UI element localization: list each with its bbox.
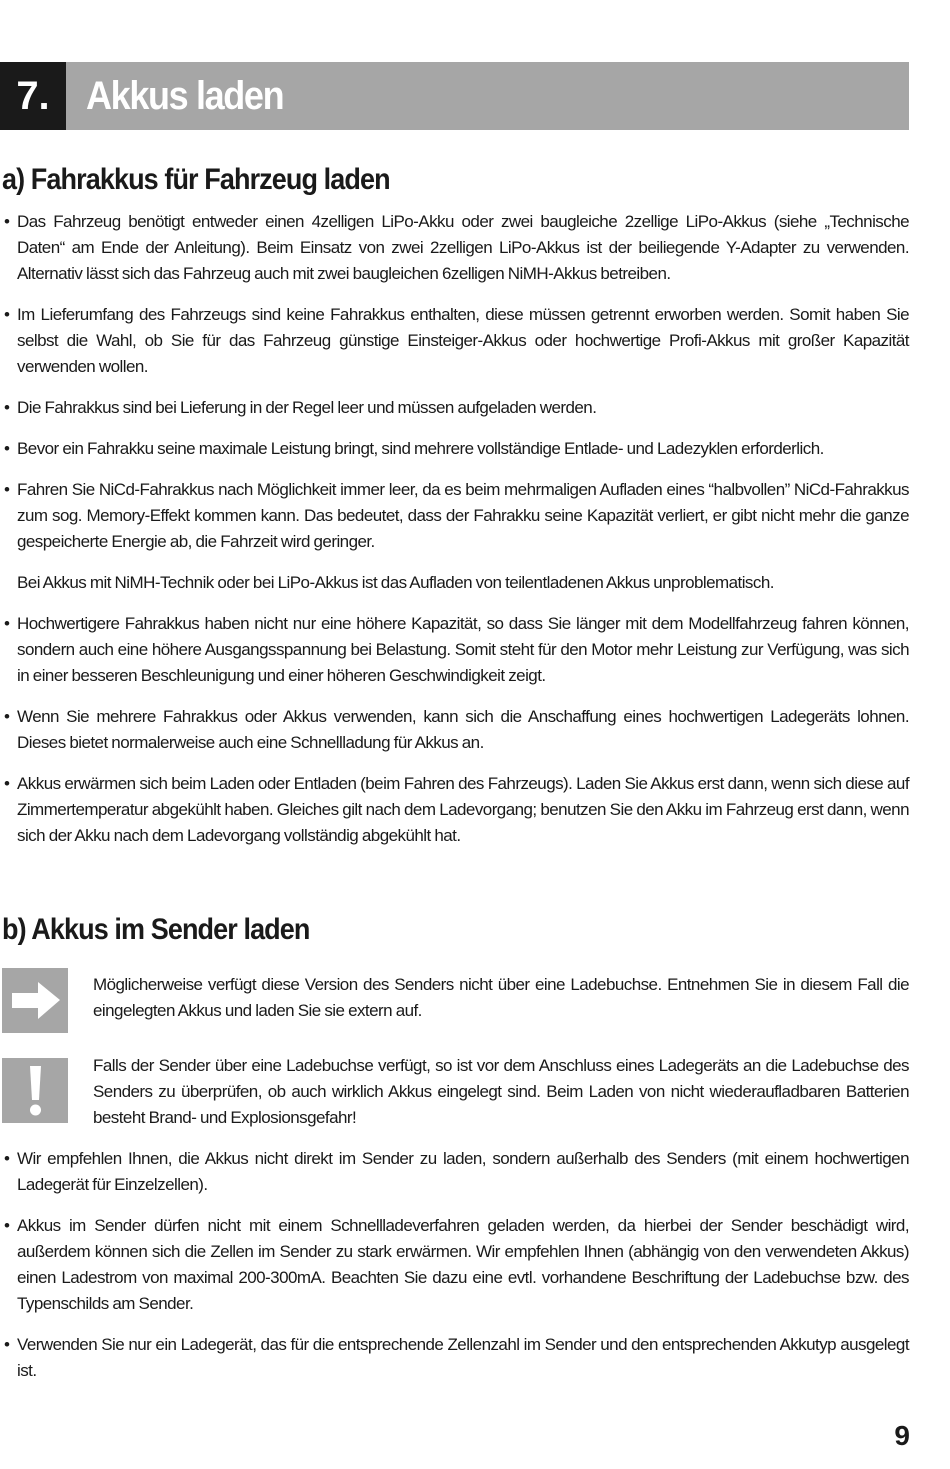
bullet-item: • Hochwertigere Fahrakkus haben nicht nur eine höhere Kapazität, so dass Sie länger mit dem Modellfahrzeug fahren können, sondern auch eine höhere Ausgangsspannung bei Belastung. Somit steht für den Motor mehr Leistung zur Verfügung, was sich in einer besseren Beschleunigung und einer höheren Geschwindigkeit zeigt. xyxy=(0,611,909,689)
section-b-body xyxy=(0,1146,909,1399)
bullet-item: • Wenn Sie mehrere Fahrakkus oder Akkus verwenden, kann sich die Anschaffung eines hochwertigen Ladegeräts lohnen. Dieses bietet normalerweise auch eine Schnellladung für Akkus an. xyxy=(0,704,909,756)
bullet-item: • Im Lieferumfang des Fahrzeugs sind keine Fahrakkus enthalten, diese müssen getrennt erworben werden. Somit haben Sie selbst die Wahl, ob Sie für das Fahrzeug günstige Einsteiger-Akkus oder hochwertige Profi-Akkus mit großer Kapazität verwenden wollen. xyxy=(0,302,909,380)
section-a-heading: a) Fahrakkus für Fahrzeug laden xyxy=(2,163,390,196)
warning-note-text: Falls der Sender über eine Ladebuchse verfügt, so ist vor dem Anschluss eines Ladegeräts an die Ladebuchse des Senders zu überprüfen, ob auch wirklich Akkus eingelegt sind. Beim Laden von nicht wiederaufladbaren Batterien besteht Brand- und Explosionsgefahr! xyxy=(93,1056,909,1127)
info-note-text: Möglicherweise verfügt diese Version des Senders nicht über eine Ladebuchse. Entnehmen Sie in diesem Fall die eingelegten Akkus und laden Sie sie extern auf. xyxy=(93,975,909,1020)
bullet-item: • Akkus im Sender dürfen nicht mit einem Schnellladeverfahren geladen werden, da hierbei der Sender beschädigt wird, außerdem können sich die Zellen im Sender zu stark erwärmen. Wir empfehlen Ihnen (abhängig von den verwendeten Akkus) einen Ladestrom von maximal 200-300mA. Beachten Sie dazu eine evtl. vorhandene Beschriftung der Ladebuchse bzw. des Typenschilds am Sender. xyxy=(0,1213,909,1317)
paragraph: Bei Akkus mit NiMH-Technik oder bei LiPo-Akkus ist das Aufladen von teilentladenen Akkus unproblematisch. xyxy=(17,573,774,592)
page-number: 9 xyxy=(894,1420,910,1451)
section-b-heading: b) Akkus im Sender laden xyxy=(2,913,310,946)
arrow-right-icon xyxy=(2,968,68,1033)
bullet-item: • Verwenden Sie nur ein Ladegerät, das für die entsprechende Zellenzahl im Sender und den entsprechenden Akkutyp ausgelegt ist. xyxy=(0,1332,909,1384)
info-note xyxy=(0,972,909,1024)
bullet-item: • Das Fahrzeug benötigt entweder einen 4zelligen LiPo-Akku oder zwei baugleiche 2zellige LiPo-Akkus (siehe „Technische Daten“ am Ende der Anleitung). Beim Einsatz von zwei 2zelligen LiPo-Akkus ist der beiliegende Y-Adapter zu verwenden. Alternativ lässt sich das Fahrzeug auch mit zwei baugleichen 6zelligen NiMH-Akkus betreiben. xyxy=(0,209,909,287)
bullet-item: • Wir empfehlen Ihnen, die Akkus nicht direkt im Sender zu laden, sondern außerhalb des Senders (mit einem hochwertigen Ladegerät für Einzelzellen). xyxy=(0,1146,909,1198)
chapter-number: 7. xyxy=(0,62,66,130)
warning-note xyxy=(0,1053,909,1131)
section-a-body xyxy=(0,209,909,864)
bullet-item: • Fahren Sie NiCd-Fahrakkus nach Möglichkeit immer leer, da es beim mehrmaligen Aufladen eines “halbvollen” NiCd-Fahrakkus zum sog. Memory-Effekt kommen kann. Das bedeutet, dass der Fahrakku seine Kapazität verliert, er gibt nicht mehr die ganze gespeicherte Energie ab, die Fahrzeit wird geringer. xyxy=(0,477,909,555)
chapter-title: Akkus laden xyxy=(86,74,284,118)
bullet-item: • Akkus erwärmen sich beim Laden oder Entladen (beim Fahren des Fahrzeugs). Laden Sie Akkus erst dann, wenn sich diese auf Zimmertemperatur abgekühlt haben. Gleiches gilt nach dem Ladevorgang; benutzen Sie den Akku im Fahrzeug erst dann, wenn sich der Akku nach dem Ladevorgang vollständig abgekühlt hat. xyxy=(0,771,909,849)
bullet-item: • Die Fahrakkus sind bei Lieferung in der Regel leer und müssen aufgeladen werden. xyxy=(0,395,909,421)
exclamation-icon xyxy=(2,1058,68,1123)
bullet-item: • Bevor ein Fahrakku seine maximale Leistung bringt, sind mehrere vollständige Entlade- und Ladezyklen erforderlich. xyxy=(0,436,909,462)
chapter-header xyxy=(0,62,909,130)
